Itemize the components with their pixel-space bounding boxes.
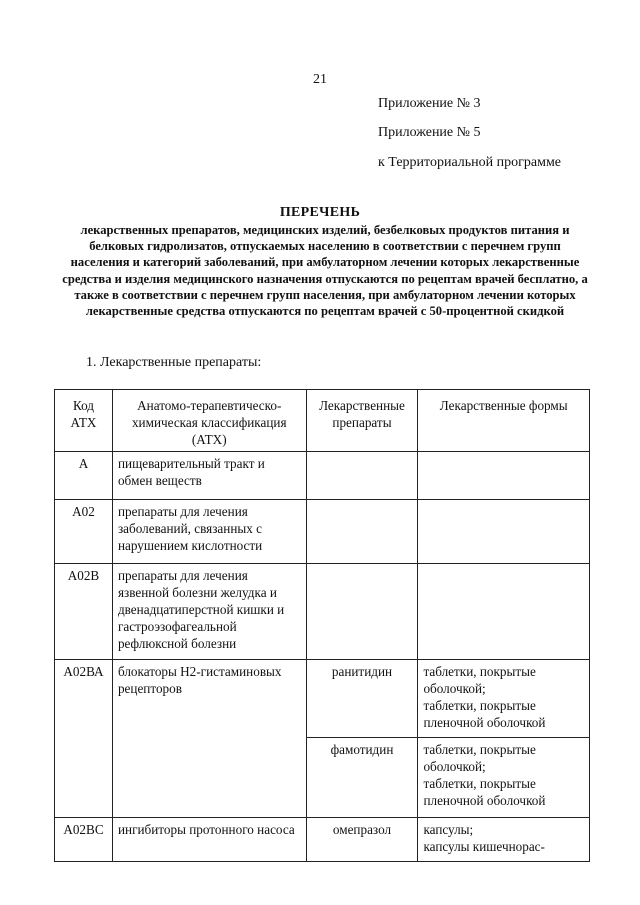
drug-form: капсулы; [423, 822, 474, 837]
row-code: А02ВС [55, 818, 113, 862]
header-code: Код АТХ [55, 390, 113, 452]
row-classification: препараты для лечения язвенной болезни желудка и двенадцатиперстной кишки и гастроэзофагеальной рефлюксной болезни [112, 564, 306, 660]
row-code: А02 [55, 500, 113, 564]
drug-forms [418, 660, 590, 738]
row-drugs-empty [306, 452, 418, 500]
drug-form: таблетки, покрытые оболочкой; [423, 664, 536, 696]
row-drugs-empty [306, 564, 418, 660]
table-row [55, 452, 590, 500]
drug-table [54, 389, 590, 862]
document-title: ПЕРЕЧЕНЬ [279, 205, 361, 220]
row-code: А02В [55, 564, 113, 660]
appendix-line-2: Приложение № 5 [378, 125, 481, 140]
table-row [55, 818, 590, 862]
header-classification: Анатомо-терапевтическо-химическая классификация (АТХ) [112, 390, 306, 452]
drug-name: фамотидин [306, 738, 418, 818]
row-drugs-empty [306, 500, 418, 564]
drug-form: капсулы кишечнорас- [423, 839, 545, 854]
drug-form: таблетки, покрытые оболочкой; [423, 742, 536, 774]
drug-name: омепразол [306, 818, 418, 862]
row-forms-empty [418, 452, 590, 500]
row-classification: блокаторы Н2-гистаминовых рецепторов [112, 660, 306, 818]
header-forms: Лекарственные формы [418, 390, 590, 452]
drug-form: таблетки, покрытые пленочной оболочкой [423, 776, 546, 808]
row-code: А [55, 452, 113, 500]
page-number: 21 [313, 72, 327, 87]
row-code: А02ВА [55, 660, 113, 818]
row-classification: препараты для лечения заболеваний, связанных с нарушением кислотности [112, 500, 306, 564]
table-row [55, 500, 590, 564]
drug-form: таблетки, покрытые пленочной оболочкой [423, 698, 546, 730]
table-row [55, 564, 590, 660]
appendix-line-3: к Территориальной программе [378, 155, 562, 170]
drug-forms [418, 738, 590, 818]
appendix-line-1: Приложение № 3 [378, 96, 481, 111]
section-heading: 1. Лекарственные препараты: [86, 355, 262, 370]
header-drugs: Лекарственные препараты [306, 390, 418, 452]
document-subtitle: лекарственных препаратов, медицинских изделий, безбелковых продуктов питания и белковых гидролизатов, отпускаемых населению в соответствии с перечнем групп населения и категорий заболеваний, при амбулаторном лечении которых лекарственные средства и изделия медицинского назначения отпускаются по рецептам врачей бесплатно, а также в соответствии с перечнем групп населения, при амбулаторном лечении которых лекарственные средства отпускаются по рецептам врачей с 50-процентной скидкой [62, 223, 588, 319]
drug-name: ранитидин [306, 660, 418, 738]
row-classification: пищеварительный тракт и обмен веществ [112, 452, 306, 500]
row-classification: ингибиторы протонного насоса [112, 818, 306, 862]
row-forms-empty [418, 500, 590, 564]
row-forms-empty [418, 564, 590, 660]
drug-forms [418, 818, 590, 862]
table-row [55, 660, 590, 738]
table-header-row [55, 390, 590, 452]
